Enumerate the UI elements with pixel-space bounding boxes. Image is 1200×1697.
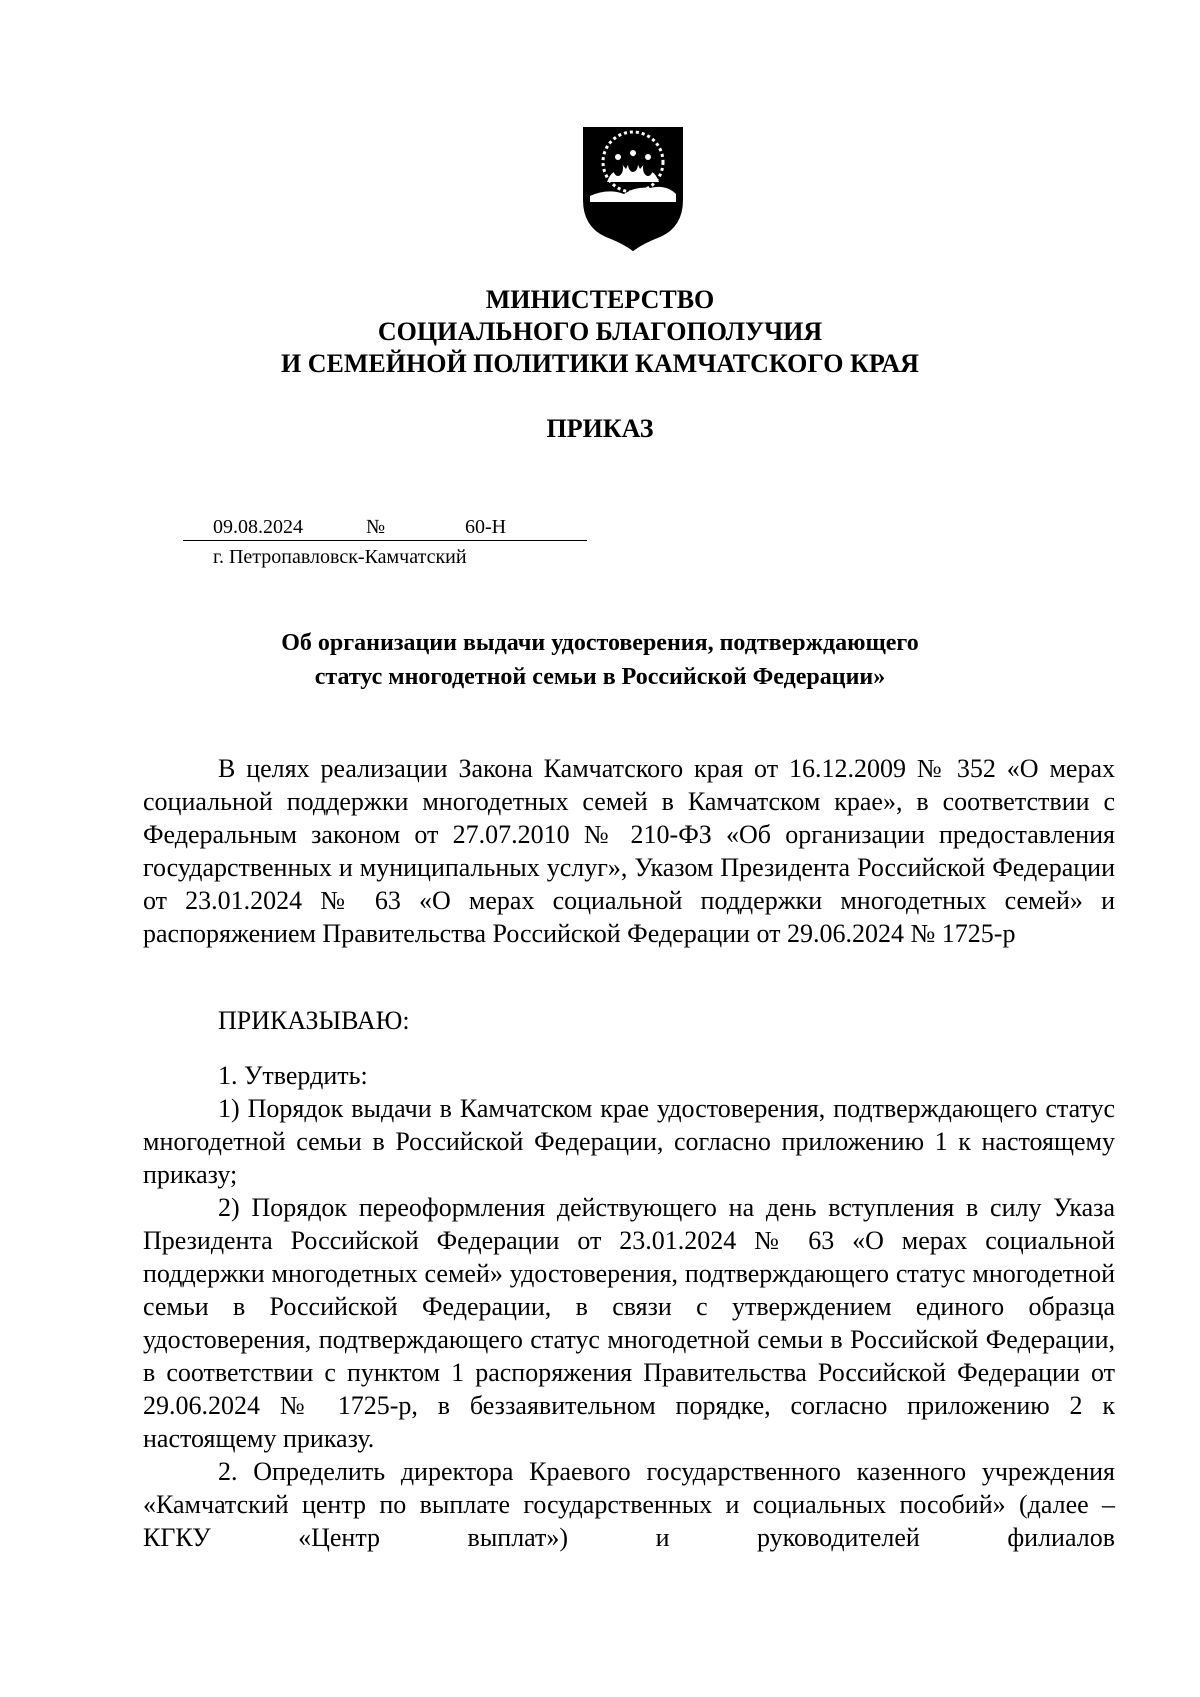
order-word: ПРИКАЗЫВАЮ: [218, 1006, 410, 1035]
document-type: ПРИКАЗ [546, 414, 654, 443]
item-1-title: 1. Утвердить: [218, 1061, 368, 1090]
item-1-subitem-1: 1) Порядок выдачи в Камчатском крае удостоверения, подтверждающего статус многодетной семьи в Российской Федерации, согласно приложению 1 к настоящему приказу; [143, 1094, 1115, 1189]
subject-line-1: Об организации выдачи удостоверения, подтверждающего [281, 630, 919, 656]
ministry-line-3: И СЕМЕЙНОЙ ПОЛИТИКИ КАМЧАТСКОГО КРАЯ [281, 349, 919, 378]
item-1-subitem-2: 2) Порядок переоформления действующего на день вступления в силу Указа Президента Российской Федерации от 23.01.2024 № 63 «О мерах социальной поддержки многодетных семей» удостоверения, подтверждающего статус многодетной семьи в Российской Федерации, в связи с утверждением единого образца удостоверения, подтверждающего статус многодетной семьи в Российской Федерации, в соответствии с пунктом 1 распоряжения Правительства Российской Федерации от 29.06.2024 № 1725-р, в беззаявительном порядке, согласно приложению 2 к настоящему приказу. [143, 1193, 1115, 1453]
item-2-paragraph: 2. Определить директора Краевого государственного казенного учреждения «Камчатский центр по выплате государственных и социальных пособий» (далее – КГКУ «Центр выплат») и руководителей филиалов [143, 1457, 1115, 1552]
registration-row [183, 514, 587, 541]
subject-line-2: статус многодетной семьи в Российской Федерации» [314, 664, 886, 690]
preamble-paragraph: В целях реализации Закона Камчатского края от 16.12.2009 № 352 «О мерах социальной поддержки многодетных семей в Камчатском крае», в соответствии с Федеральным законом от 27.07.2010 № 210-ФЗ «Об организации предоставления государственных и муниципальных услуг», Указом Президента Российской Федерации от 23.01.2024 № 63 «О мерах социальной поддержки многодетных семей» и распоряжением Правительства Российской Федерации от 29.06.2024 № 1725-р [143, 754, 1115, 948]
place-of-issue: г. Петропавловск-Камчатский [213, 546, 467, 568]
order-number: 60-Н [465, 516, 507, 538]
document-body [143, 752, 1115, 1554]
order-date: 09.08.2024 [213, 516, 303, 538]
ministry-line-1: МИНИСТЕРСТВО [485, 285, 715, 314]
number-sign: № [366, 516, 386, 538]
document-subject [0, 626, 1200, 694]
kamchatka-coat-of-arms-icon [580, 122, 686, 252]
ministry-line-2: СОЦИАЛЬНОГО БЛАГОПОЛУЧИЯ [377, 317, 823, 346]
ministry-name [0, 284, 1200, 380]
